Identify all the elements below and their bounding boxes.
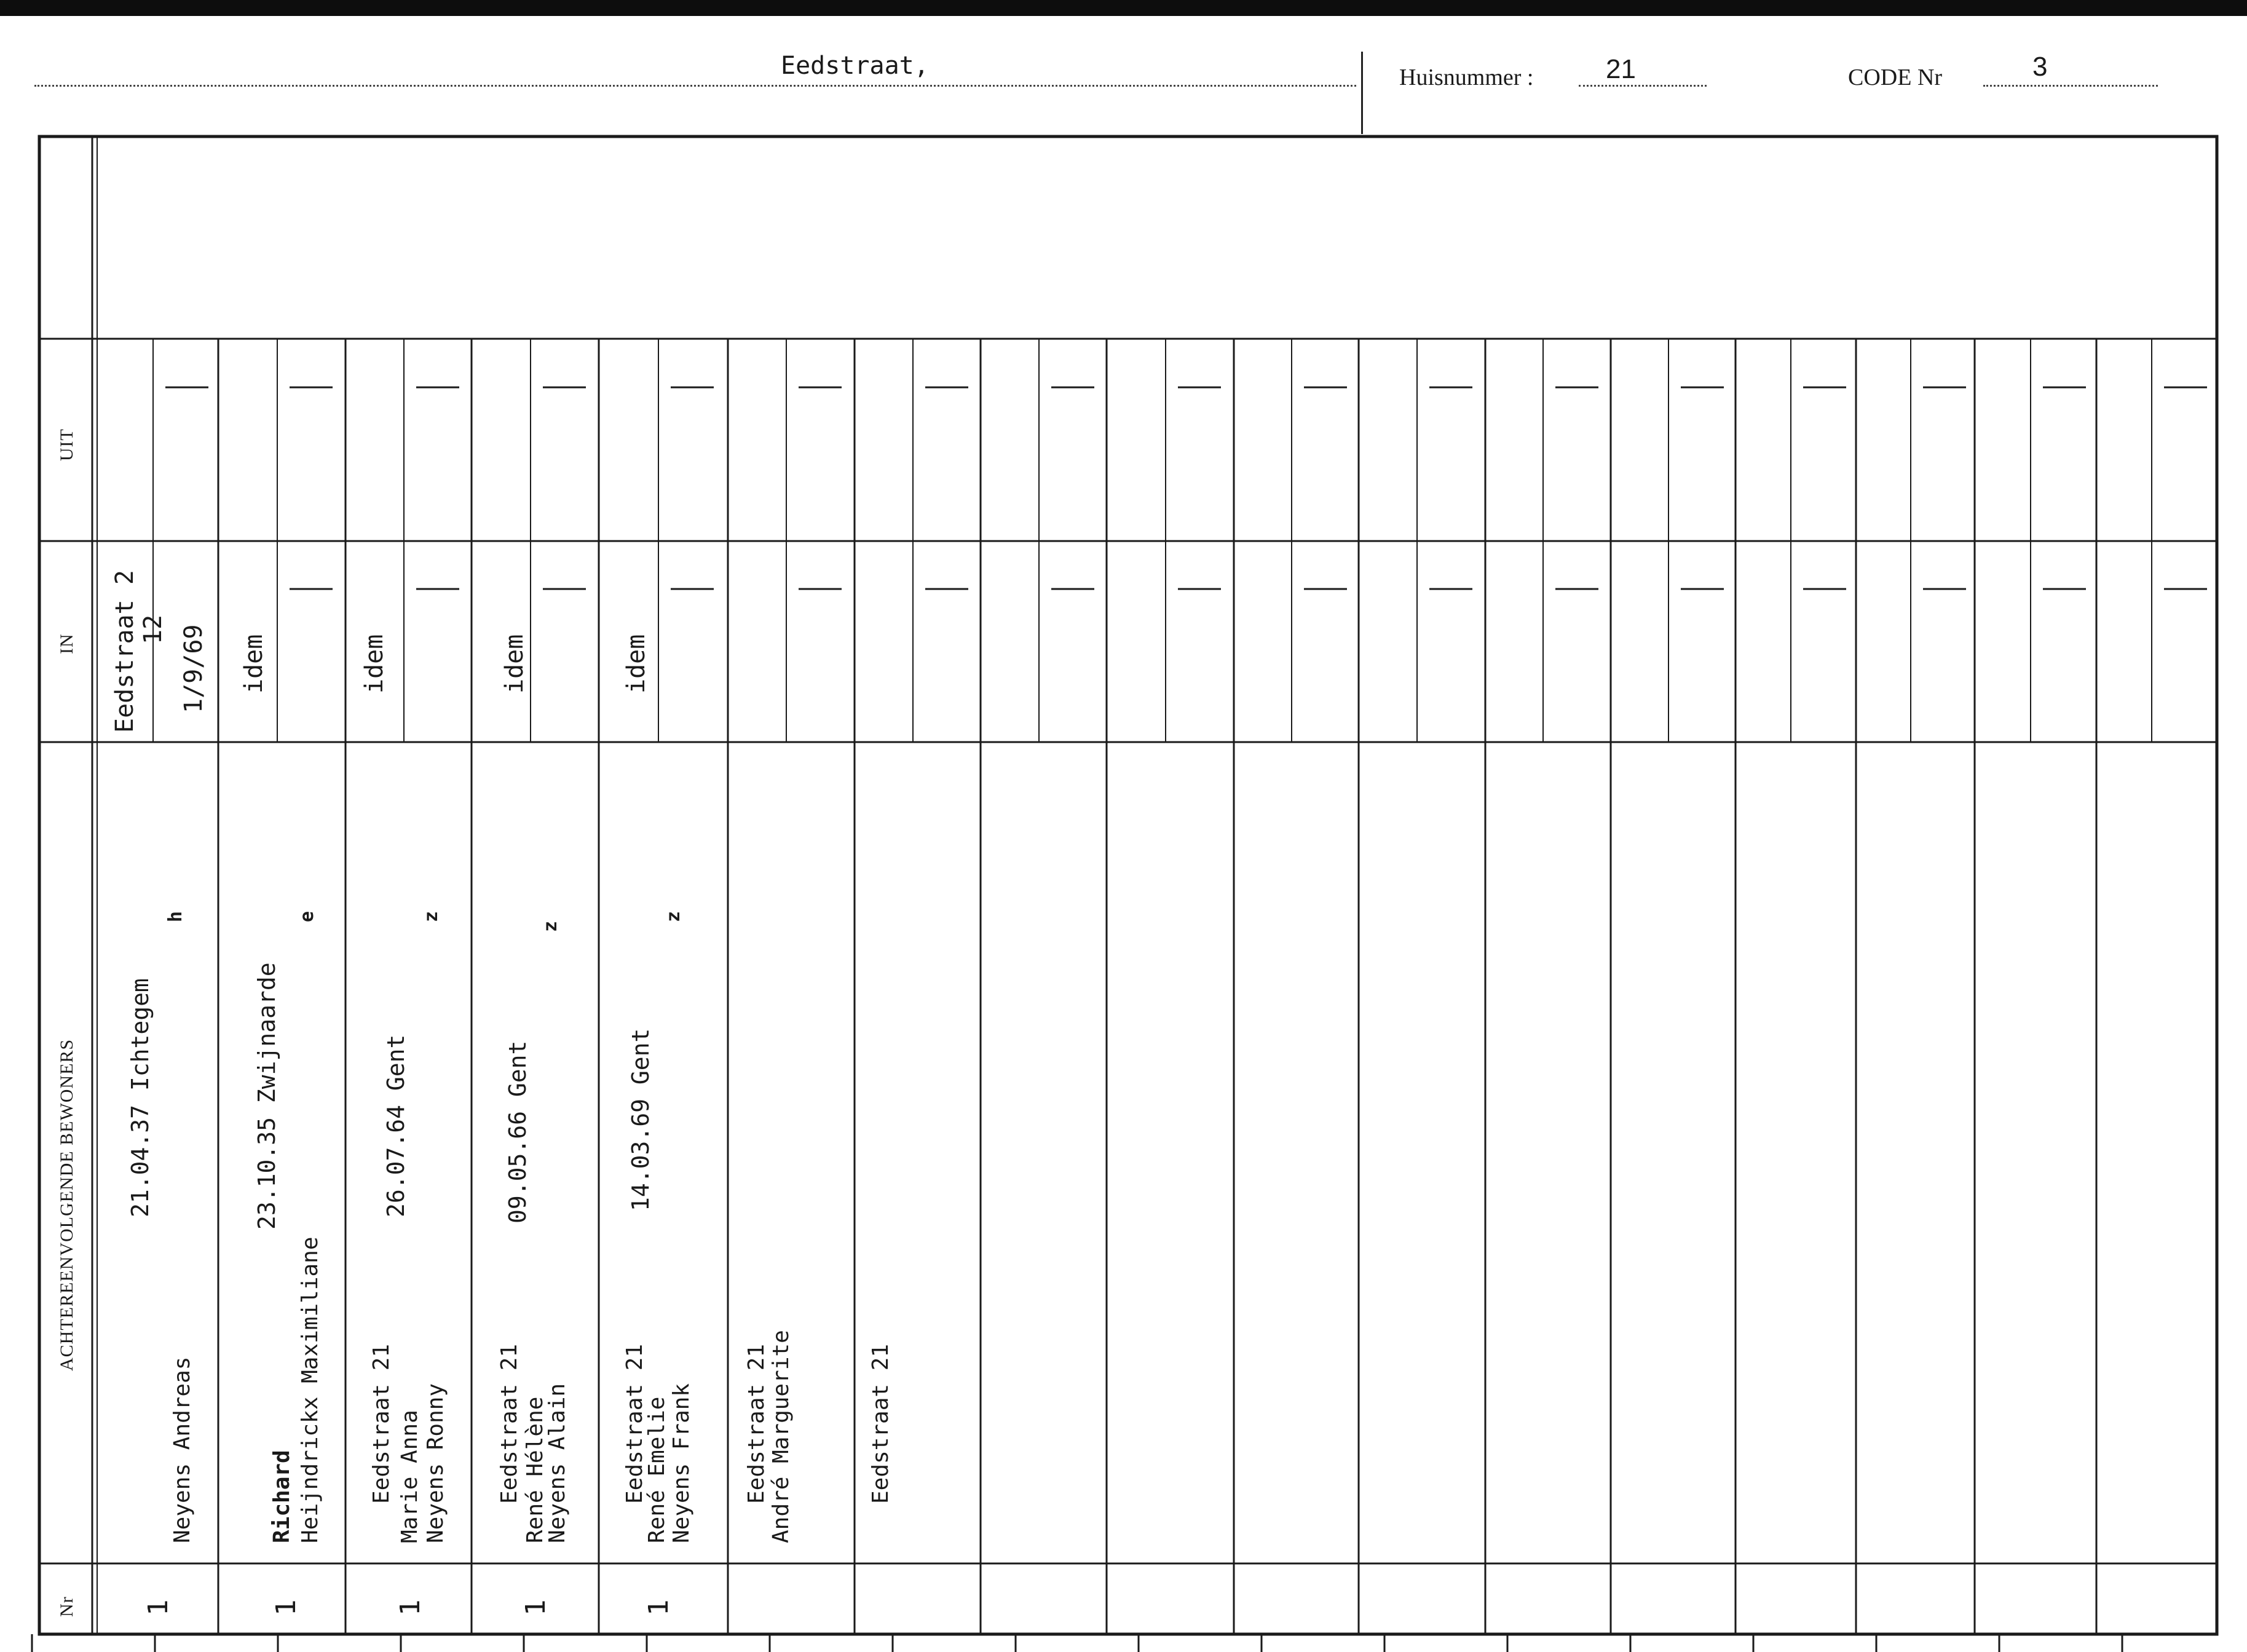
resident-birth-5: 14.03.69 Gent bbox=[627, 1028, 654, 1211]
resident-address: Eedstraat 21 bbox=[622, 1343, 647, 1504]
resident-given-names: Richard bbox=[269, 1450, 294, 1543]
resident-entry-5 bbox=[599, 1330, 931, 1543]
resident-name: Neyens Frank bbox=[669, 1383, 694, 1543]
resident-address: Eedstraat 21 bbox=[497, 1343, 522, 1504]
in-idem-3: idem bbox=[360, 634, 389, 694]
row-label-in: IN bbox=[57, 633, 77, 654]
resident-birth-3: 26.07.64 Gent bbox=[382, 1034, 409, 1217]
resident-name: Neyens Andreas bbox=[170, 1356, 195, 1543]
in-idem-2: idem bbox=[240, 634, 268, 694]
resident-mark-1: h bbox=[165, 911, 186, 922]
resident-birth-1: 21.04.37 Ichtegem bbox=[127, 978, 154, 1217]
resident-nr-5: 1 bbox=[643, 1599, 674, 1616]
resident-mark-2: e bbox=[296, 911, 318, 922]
resident-nr-4: 1 bbox=[520, 1599, 551, 1616]
street-name: Eedstraat, bbox=[781, 52, 929, 80]
in-idem-4: idem bbox=[500, 634, 529, 694]
resident-given-names: René Hélène bbox=[523, 1396, 548, 1543]
code-label: CODE Nr bbox=[1848, 65, 1943, 90]
resident-mark-3: z bbox=[421, 911, 442, 922]
resident-mark-5: z bbox=[663, 911, 684, 922]
row-label-residents: ACHTEREENVOLGENDE BEWONERS bbox=[57, 1038, 77, 1371]
resident-address: Eedstraat 21 bbox=[369, 1343, 394, 1504]
row-label-uit: UIT bbox=[57, 429, 77, 461]
in-idem-5: idem bbox=[622, 634, 650, 694]
resident-given-names: Marie Anna bbox=[397, 1410, 422, 1543]
resident-given-names: André Marguerite bbox=[768, 1330, 794, 1543]
resident-nr-3: 1 bbox=[395, 1599, 426, 1616]
row-label-nr: Nr bbox=[57, 1596, 77, 1617]
resident-nr-1: 1 bbox=[143, 1599, 174, 1616]
resident-birth-2: 23.10.35 Zwijnaarde bbox=[253, 962, 280, 1230]
house-number-value: 21 bbox=[1606, 54, 1636, 84]
resident-name: Neyens Ronny bbox=[423, 1383, 448, 1543]
resident-name: Neyens Alain bbox=[545, 1383, 570, 1543]
in-number-1: 12 bbox=[139, 614, 167, 644]
resident-nr-2: 1 bbox=[271, 1599, 302, 1616]
code-number-value: 3 bbox=[2032, 52, 2048, 82]
resident-address: Eedstraat 21 bbox=[868, 1343, 893, 1504]
resident-address: Eedstraat 21 bbox=[744, 1343, 769, 1504]
resident-name: Heijndrickx Maximiliane bbox=[298, 1236, 323, 1543]
resident-birth-4: 09.05.66 Gent bbox=[504, 1040, 531, 1223]
resident-given-names: René Emelie bbox=[644, 1396, 669, 1543]
in-date-1: 1/9/69 bbox=[180, 624, 208, 713]
resident-mark-4: z bbox=[540, 920, 561, 932]
in-address-1: Eedstraat 2 bbox=[111, 570, 139, 733]
house-number-label: Huisnummer : bbox=[1399, 65, 1534, 90]
